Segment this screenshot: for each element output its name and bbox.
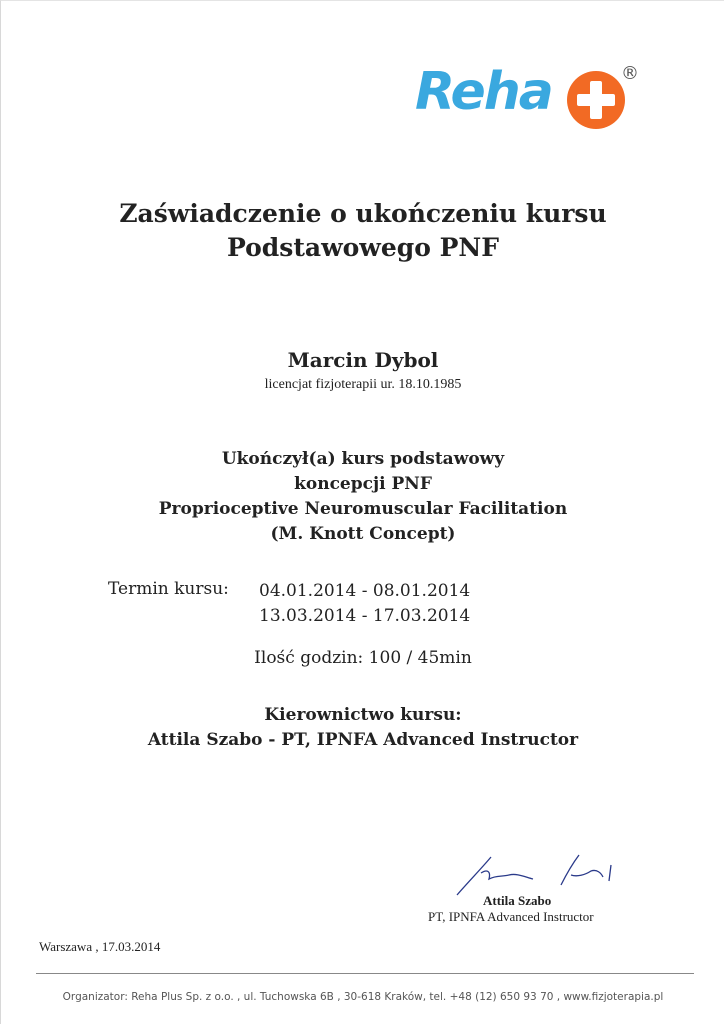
title-line-2: Podstawowego PNF [227,233,499,262]
course-line-2: koncepcji PNF [294,474,432,494]
place-and-date: Warszawa , 17.03.2014 [39,939,161,954]
term-dates-2: 13.03.2014 - 17.03.2014 [259,606,471,626]
course-hours: Ilość godzin: 100 / 45min [254,648,472,668]
reha-logo [415,63,645,133]
leadership-heading: Kierownictwo kursu: [264,705,462,725]
term-label: Termin kursu: [108,579,229,599]
course-line-1: Ukończył(a) kurs podstawowy [221,449,505,469]
course-line-4: (M. Knott Concept) [270,524,456,544]
course-description [1,447,724,547]
signature-block [421,851,641,931]
footer-organizer: Organizator: Reha Plus Sp. z o.o. , ul. Tuchowska 6B , 30-618 Kraków, tel. +48 (12) 650 93 70 , www.fizjoterapia.pl [62,991,664,1003]
term-dates-1: 04.01.2014 - 08.01.2014 [259,581,471,601]
signatory-role: PT, IPNFA Advanced Instructor [428,909,594,924]
certificate-title [1,197,724,265]
registered-mark: ® [621,63,639,84]
signatory-name: Attila Szabo [483,893,552,908]
course-leadership [1,703,724,753]
term-dates [259,579,470,629]
title-line-1: Zaświadczenie o ukończeniu kursu [119,199,607,228]
plus-icon [565,69,627,131]
recipient-name: Marcin Dybol [287,348,439,372]
course-line-3: Proprioceptive Neuromuscular Facilitation [158,499,568,519]
logo-wordmark: Reha [415,62,552,122]
recipient-details: licencjat fizjoterapii ur. 18.10.1985 [264,377,462,392]
footer-divider [36,973,694,974]
leadership-person: Attila Szabo - PT, IPNFA Advanced Instructor [147,730,579,750]
